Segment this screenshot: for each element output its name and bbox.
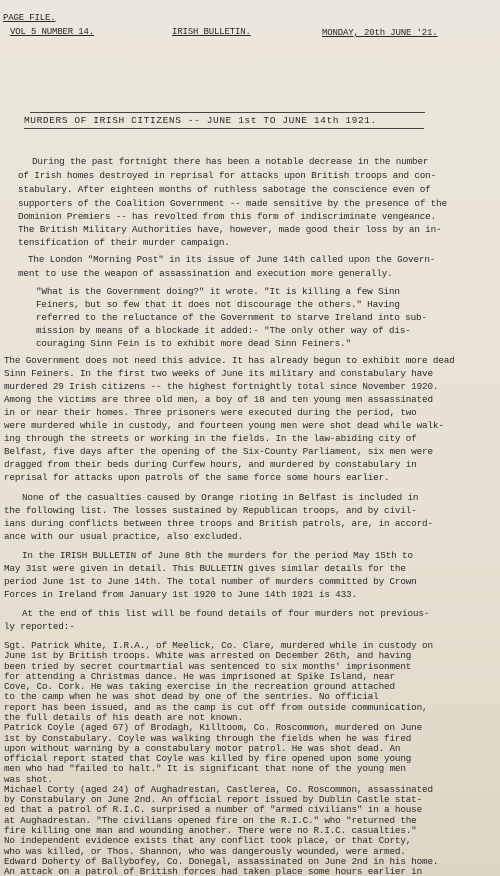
entry-line: An attack on a patrol of British forces had taken place some hours earlier in xyxy=(4,866,423,876)
text-line: ians during conflicts between three troops and British patrols, are, in accord- xyxy=(4,518,433,529)
volume-number: VOL 5 NUMBER 14. xyxy=(10,27,95,37)
text-line: of Irish homes destroyed in reprisal for attacks upon British troops and con- xyxy=(18,170,437,181)
publication-name: IRISH BULLETIN. xyxy=(172,27,251,37)
entry-line: June 1st by British troops. White was arrested on December 26th, and having xyxy=(4,650,412,662)
entry-line: who was killed, or Thos. Shannon, who was dangerously wounded, were armed. xyxy=(4,845,406,857)
text-line: murdered 29 Irish citizens -- the highest fortnightly total since November 1920. xyxy=(4,381,439,392)
entry-line: fire killing one man and wounding another. There were no R.I.C. casualties." xyxy=(4,824,417,836)
text-line: the following list. The losses sustained by Republican troops, and by civil- xyxy=(4,505,417,516)
text-line: Belfast, five days after the opening of the Six-County Parliament, six men were xyxy=(4,446,433,457)
text-line: The British Military Authorities have, however, made good their loss by an in- xyxy=(18,224,442,235)
text-line: The London "Morning Post" in its issue of June 14th called upon the Govern- xyxy=(28,254,436,265)
entry-line: Cove, Co. Cork. He was taking exercise in the recreation ground attached xyxy=(4,681,395,693)
entry-line: was shot. xyxy=(4,773,53,785)
entry-line: Michael Corty (aged 24) of Aughadrestan, Castlerea, Co. Roscommon, assassinated xyxy=(4,783,433,795)
page-file-label: PAGE FILE. xyxy=(3,13,56,23)
text-line: ment to use the weapon of assassination and execution more generally. xyxy=(18,268,393,279)
text-line: dragged from their beds during Curfew hours, and murdered by constabulary in xyxy=(4,459,417,470)
entry-line: 1st by Constabulary. Coyle was walking through the fields when he was fired xyxy=(4,732,412,744)
text-line: ance with our usual practice, also excluded. xyxy=(4,531,243,542)
text-line: in or near their homes. Three prisoners were executed during the period, two xyxy=(4,407,417,418)
issue-date: MONDAY, 20th JUNE '21. xyxy=(322,28,438,38)
entry-line: Sgt. Patrick White, I.R.A., of Meelick, Co. Clare, murdered while in custody on xyxy=(4,640,433,651)
entry-line: for attending a Christmas dance. He was imprisoned at Spike Island, near xyxy=(4,670,395,682)
text-line: period June 1st to June 14th. The total number of murders committed by Crown xyxy=(4,576,417,587)
page-title: MURDERS OF IRISH CITIZENS -- JUNE 1st TO JUNE 14th 1921. xyxy=(24,115,377,126)
text-line: At the end of this list will be found details of four murders not previous- xyxy=(22,608,430,619)
quote-line: couraging Sinn Fein is to exhibit more dead Sinn Feiners." xyxy=(36,338,351,349)
entry-line: to the camp when he was shot dead by one of the sentries. No official xyxy=(4,691,379,703)
entry-line: report has been issued, and as the camp is cut off from outside communication, xyxy=(4,701,428,713)
text-line: Among the victims are three old men, a boy of 18 and ten young men assassinated xyxy=(4,394,433,405)
entry-line: at Aughadrestan. "The civilians opened fire on the R.I.C." who "returned the xyxy=(4,814,417,826)
entry-line: official report stated that Coyle was killed by fire opened upon some young xyxy=(4,753,412,764)
entry-line: the full details of his death are not known. xyxy=(4,711,243,723)
text-line: ing through the streets or working in the fields. In the law-abiding city of xyxy=(4,433,417,444)
entry-line: No independent evidence exists that any conflict took place, or that Corty, xyxy=(4,835,412,847)
text-line: supporters of the Coalition Government -- made sensitive by the presence of the xyxy=(18,198,447,209)
entry-line: men who had "failed to halt." It is significant that none of the young men xyxy=(4,763,406,775)
text-line: May 31st were given in detail. This BULLETIN gives similar details for the xyxy=(4,563,406,574)
entry-line: ed that a patrol of R.I.C. surprised a number of "armed civilians" in a house xyxy=(4,804,423,816)
entry-line: been tried by secret courtmartial was sentenced to six months' imprisonment xyxy=(4,660,412,672)
title-top-rule xyxy=(30,112,425,113)
quote-line: mission by means of a blockade it added:- "The only other way of dis- xyxy=(36,325,411,336)
quote-line: "What is the Government doing?" it wrote. "It is killing a few Sinn xyxy=(36,286,400,297)
quote-line: referred to the reluctance of the Government to starve Ireland into sub- xyxy=(36,312,427,323)
quote-line: Feiners, but so few that it does not discourage the others." Having xyxy=(36,299,400,310)
text-line: During the past fortnight there has been a notable decrease in the number xyxy=(32,156,429,167)
entry-line: Edward Doherty of Ballybofey, Co. Donegal, assassinated on June 2nd in his home. xyxy=(4,855,439,867)
entry-line: Patrick Coyle (aged 67) of Brodagh, Killtoom, Co. Roscommon, murdered on June xyxy=(4,722,423,734)
text-line: Sinn Feiners. In the first two weeks of June its military and constabulary have xyxy=(4,368,433,379)
entry-line: by Constabulary on June 2nd. An official report issued by Dublin Castle stat- xyxy=(4,794,423,806)
text-line: Dominion Premiers -- has revolted from this form of indiscriminate vengeance. xyxy=(18,211,437,222)
entry-line: upon without warning by a constabulary motor patrol. He was shot dead. An xyxy=(4,742,401,754)
text-line: tensification of their murder campaign. xyxy=(18,237,230,248)
text-line: In the IRISH BULLETIN of June 8th the murders for the period May 15th to xyxy=(22,550,413,561)
text-line: The Government does not need this advice. It has already begun to exhibit more dead xyxy=(4,355,455,366)
text-line: reprisal for attacks upon patrols of the same force some hours earlier. xyxy=(4,472,390,483)
text-line: were murdered while in custody, and fourteen young men were shot dead while walk- xyxy=(4,420,444,431)
text-line: stabulary. After eighteen months of ruthless sabotage the conscience even of xyxy=(18,184,431,195)
text-line: Forces in Ireland from January 1st 1920 to June 14th 1921 is 433. xyxy=(4,589,357,600)
text-line: ly reported:- xyxy=(4,621,75,632)
title-underline xyxy=(24,128,424,129)
text-line: None of the casualties caused by Orange rioting in Belfast is included in xyxy=(22,492,419,503)
